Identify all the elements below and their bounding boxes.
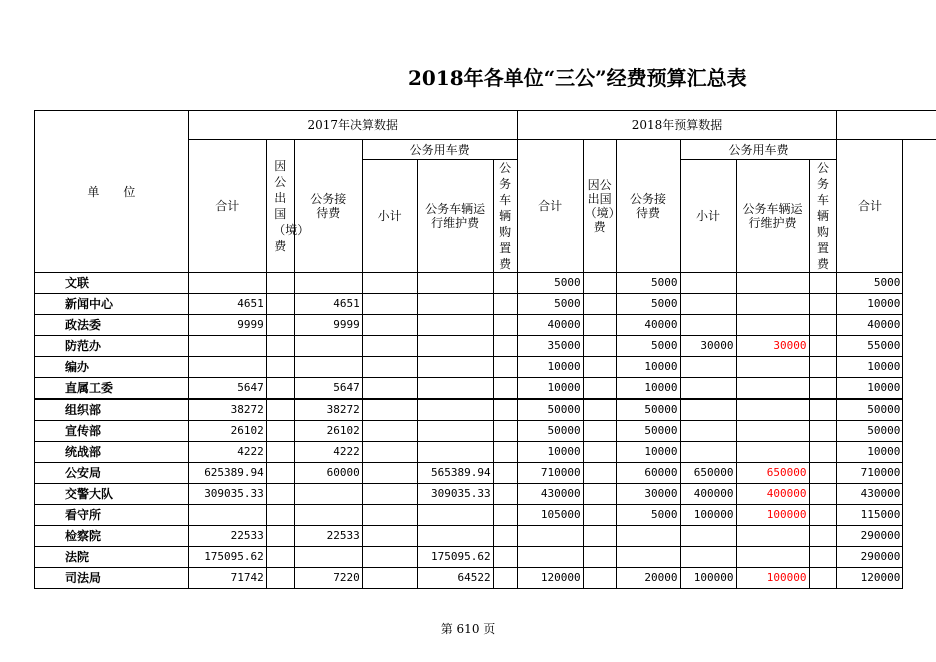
unit-name: 政法委 xyxy=(35,315,189,336)
cell-c2 xyxy=(266,421,294,442)
header-2018-subtotal: 小计 xyxy=(680,160,736,273)
cell-c3 xyxy=(294,484,362,505)
table-row xyxy=(35,463,936,484)
cell-c6 xyxy=(493,273,517,294)
cell-c3: 4651 xyxy=(294,294,362,315)
cell-c10 xyxy=(680,357,736,378)
cell-c8 xyxy=(583,273,616,294)
cell-c6 xyxy=(493,399,517,421)
cell-c12 xyxy=(809,568,837,589)
header-2017-total: 合计 xyxy=(188,140,266,273)
cell-c10 xyxy=(680,399,736,421)
cell-c13: 50000 xyxy=(837,399,903,421)
cell-c11: 400000 xyxy=(736,484,809,505)
table-row xyxy=(35,357,936,378)
cell-c9: 5000 xyxy=(616,273,680,294)
table-row xyxy=(35,568,936,589)
cell-c3: 60000 xyxy=(294,463,362,484)
cell-c13: 40000 xyxy=(837,315,903,336)
cell-c4 xyxy=(362,273,417,294)
cell-c8 xyxy=(583,315,616,336)
cell-c10 xyxy=(680,526,736,547)
cell-c3 xyxy=(294,357,362,378)
header-2017-car-maint xyxy=(417,160,493,273)
cell-c8 xyxy=(583,442,616,463)
cell-c2 xyxy=(266,505,294,526)
cell-c5 xyxy=(417,505,493,526)
cell-c6 xyxy=(493,357,517,378)
cell-c9: 5000 xyxy=(616,336,680,357)
cell-c6 xyxy=(493,463,517,484)
cell-c13: 290000 xyxy=(837,526,903,547)
cell-c10 xyxy=(680,421,736,442)
cell-c6 xyxy=(493,526,517,547)
cell-c9 xyxy=(616,547,680,568)
cell-blank xyxy=(903,442,936,463)
cell-c1: 4222 xyxy=(188,442,266,463)
cell-c5 xyxy=(417,378,493,400)
unit-name: 检察院 xyxy=(35,526,189,547)
cell-c7: 35000 xyxy=(517,336,583,357)
cell-c2 xyxy=(266,442,294,463)
cell-c1: 26102 xyxy=(188,421,266,442)
cell-c5: 565389.94 xyxy=(417,463,493,484)
header-2018-total: 合计 xyxy=(517,140,583,273)
cell-c4 xyxy=(362,526,417,547)
cell-c11 xyxy=(736,273,809,294)
cell-c7: 50000 xyxy=(517,399,583,421)
cell-c3: 9999 xyxy=(294,315,362,336)
cell-c13: 290000 xyxy=(837,547,903,568)
cell-c4 xyxy=(362,336,417,357)
unit-name: 交警大队 xyxy=(35,484,189,505)
cell-blank xyxy=(903,526,936,547)
cell-c7: 120000 xyxy=(517,568,583,589)
cell-blank xyxy=(903,547,936,568)
header-blank xyxy=(903,140,936,273)
cell-c9: 60000 xyxy=(616,463,680,484)
table-row xyxy=(35,378,936,400)
header-extra xyxy=(837,111,936,140)
cell-c11 xyxy=(736,442,809,463)
cell-c8 xyxy=(583,526,616,547)
cell-c7: 10000 xyxy=(517,442,583,463)
cell-c2 xyxy=(266,484,294,505)
cell-c12 xyxy=(809,463,837,484)
unit-name: 看守所 xyxy=(35,505,189,526)
cell-c1 xyxy=(188,505,266,526)
cell-c7: 50000 xyxy=(517,421,583,442)
cell-c7 xyxy=(517,547,583,568)
cell-c10: 400000 xyxy=(680,484,736,505)
cell-c11: 650000 xyxy=(736,463,809,484)
cell-c1 xyxy=(188,357,266,378)
cell-blank xyxy=(903,421,936,442)
cell-c11 xyxy=(736,378,809,400)
table-row xyxy=(35,484,936,505)
header-2018-abroad xyxy=(583,140,616,273)
cell-c11 xyxy=(736,421,809,442)
cell-c5: 64522 xyxy=(417,568,493,589)
cell-c1: 9999 xyxy=(188,315,266,336)
cell-c8 xyxy=(583,547,616,568)
cell-c4 xyxy=(362,399,417,421)
cell-c1: 625389.94 xyxy=(188,463,266,484)
cell-c6 xyxy=(493,294,517,315)
cell-c5 xyxy=(417,273,493,294)
table-row xyxy=(35,399,936,421)
cell-c5: 309035.33 xyxy=(417,484,493,505)
cell-c11: 100000 xyxy=(736,568,809,589)
unit-header: 单 位 xyxy=(35,111,189,273)
cell-c9: 10000 xyxy=(616,357,680,378)
cell-c2 xyxy=(266,315,294,336)
cell-c7: 105000 xyxy=(517,505,583,526)
cell-c11 xyxy=(736,547,809,568)
cell-c5 xyxy=(417,336,493,357)
cell-c7: 710000 xyxy=(517,463,583,484)
cell-c10: 650000 xyxy=(680,463,736,484)
cell-c4 xyxy=(362,505,417,526)
header-2017: 2017年决算数据 xyxy=(188,111,517,140)
header-2018-reception xyxy=(616,140,680,273)
cell-c5 xyxy=(417,294,493,315)
header-2017-subtotal: 小计 xyxy=(362,160,417,273)
header-2017-car: 公务用车费 xyxy=(362,140,517,160)
cell-c7: 5000 xyxy=(517,294,583,315)
cell-c11 xyxy=(736,399,809,421)
cell-c8 xyxy=(583,294,616,315)
unit-name: 法院 xyxy=(35,547,189,568)
header-2018-car-buy xyxy=(809,160,837,273)
cell-c13: 10000 xyxy=(837,378,903,400)
cell-c2 xyxy=(266,294,294,315)
cell-c9: 40000 xyxy=(616,315,680,336)
cell-c7: 10000 xyxy=(517,378,583,400)
cell-c11: 100000 xyxy=(736,505,809,526)
header-2017-abroad xyxy=(266,140,310,273)
cell-c6 xyxy=(493,442,517,463)
cell-c13: 430000 xyxy=(837,484,903,505)
cell-c1: 22533 xyxy=(188,526,266,547)
table-row xyxy=(35,273,936,294)
header-2017-reception xyxy=(294,140,362,273)
budget-table xyxy=(34,110,936,589)
cell-c12 xyxy=(809,273,837,294)
cell-c8 xyxy=(583,505,616,526)
cell-c2 xyxy=(266,526,294,547)
header-2018: 2018年预算数据 xyxy=(517,111,837,140)
cell-c6 xyxy=(493,484,517,505)
cell-blank xyxy=(903,357,936,378)
table-row xyxy=(35,526,936,547)
cell-c7: 40000 xyxy=(517,315,583,336)
header-2018-car-maint xyxy=(736,160,809,273)
cell-c12 xyxy=(809,399,837,421)
cell-c3: 38272 xyxy=(294,399,362,421)
table-row xyxy=(35,336,936,357)
cell-c4 xyxy=(362,378,417,400)
cell-c8 xyxy=(583,484,616,505)
unit-name: 编办 xyxy=(35,357,189,378)
cell-c1: 71742 xyxy=(188,568,266,589)
unit-name: 统战部 xyxy=(35,442,189,463)
cell-c8 xyxy=(583,421,616,442)
cell-c4 xyxy=(362,294,417,315)
cell-c11 xyxy=(736,526,809,547)
unit-name: 组织部 xyxy=(35,399,189,421)
unit-name: 直属工委 xyxy=(35,378,189,400)
cell-c1: 38272 xyxy=(188,399,266,421)
cell-c5 xyxy=(417,399,493,421)
table-row xyxy=(35,505,936,526)
cell-c12 xyxy=(809,442,837,463)
cell-blank xyxy=(903,463,936,484)
cell-c6 xyxy=(493,378,517,400)
cell-c3: 4222 xyxy=(294,442,362,463)
header-2017-abroad-label: 因公出国（境）费 xyxy=(273,159,310,253)
unit-name: 司法局 xyxy=(35,568,189,589)
cell-c9: 50000 xyxy=(616,421,680,442)
cell-c11 xyxy=(736,315,809,336)
cell-c5 xyxy=(417,442,493,463)
cell-c12 xyxy=(809,547,837,568)
cell-c3: 7220 xyxy=(294,568,362,589)
cell-c3 xyxy=(294,336,362,357)
cell-c6 xyxy=(493,568,517,589)
cell-c3 xyxy=(294,547,362,568)
cell-c13: 55000 xyxy=(837,336,903,357)
cell-c7: 430000 xyxy=(517,484,583,505)
cell-c1: 4651 xyxy=(188,294,266,315)
header-total3: 合计 xyxy=(837,140,903,273)
cell-c12 xyxy=(809,378,837,400)
cell-c13: 10000 xyxy=(837,442,903,463)
cell-c10: 100000 xyxy=(680,505,736,526)
cell-c4 xyxy=(362,315,417,336)
cell-c5 xyxy=(417,315,493,336)
cell-blank xyxy=(903,273,936,294)
cell-c3: 5647 xyxy=(294,378,362,400)
cell-c11 xyxy=(736,357,809,378)
cell-c2 xyxy=(266,378,294,400)
footer-page-number: 610 xyxy=(456,622,480,636)
cell-c9 xyxy=(616,526,680,547)
cell-blank xyxy=(903,294,936,315)
cell-blank xyxy=(903,399,936,421)
cell-c3: 22533 xyxy=(294,526,362,547)
cell-c5 xyxy=(417,357,493,378)
cell-c2 xyxy=(266,463,294,484)
header-2018-reception-label: 公务接待费 xyxy=(630,192,667,220)
cell-c11 xyxy=(736,294,809,315)
cell-c10 xyxy=(680,315,736,336)
page-title: 2018年各单位“三公”经费预算汇总表 xyxy=(408,66,747,90)
header-2018-car-maint-label: 公务车辆运行维护费 xyxy=(742,202,803,230)
cell-c1: 175095.62 xyxy=(188,547,266,568)
table-row xyxy=(35,294,936,315)
cell-c2 xyxy=(266,273,294,294)
cell-c10 xyxy=(680,378,736,400)
cell-c3 xyxy=(294,273,362,294)
cell-blank xyxy=(903,484,936,505)
cell-c10 xyxy=(680,547,736,568)
cell-c1 xyxy=(188,336,266,357)
cell-c6 xyxy=(493,315,517,336)
table-row xyxy=(35,315,936,336)
cell-c12 xyxy=(809,484,837,505)
cell-blank xyxy=(903,505,936,526)
cell-c4 xyxy=(362,421,417,442)
cell-c5 xyxy=(417,526,493,547)
cell-c6 xyxy=(493,547,517,568)
cell-c4 xyxy=(362,442,417,463)
cell-c4 xyxy=(362,463,417,484)
cell-blank xyxy=(903,568,936,589)
cell-c9: 30000 xyxy=(616,484,680,505)
cell-blank xyxy=(903,315,936,336)
cell-c13: 120000 xyxy=(837,568,903,589)
cell-c10 xyxy=(680,442,736,463)
table-row xyxy=(35,547,936,568)
cell-c7: 10000 xyxy=(517,357,583,378)
header-2017-car-buy xyxy=(493,160,517,273)
cell-c2 xyxy=(266,336,294,357)
cell-blank xyxy=(903,336,936,357)
cell-c8 xyxy=(583,357,616,378)
cell-c9: 50000 xyxy=(616,399,680,421)
cell-c12 xyxy=(809,357,837,378)
cell-c9: 5000 xyxy=(616,505,680,526)
header-2017-car-maint-label: 公务车辆运行维护费 xyxy=(425,202,486,230)
cell-c10 xyxy=(680,273,736,294)
cell-c6 xyxy=(493,336,517,357)
unit-name: 文联 xyxy=(35,273,189,294)
cell-c2 xyxy=(266,547,294,568)
cell-c8 xyxy=(583,399,616,421)
cell-c8 xyxy=(583,378,616,400)
cell-c4 xyxy=(362,547,417,568)
cell-c9: 10000 xyxy=(616,378,680,400)
cell-c13: 50000 xyxy=(837,421,903,442)
cell-c13: 115000 xyxy=(837,505,903,526)
cell-c2 xyxy=(266,357,294,378)
cell-c4 xyxy=(362,357,417,378)
cell-c3 xyxy=(294,505,362,526)
cell-c12 xyxy=(809,336,837,357)
cell-c5 xyxy=(417,421,493,442)
cell-c9: 20000 xyxy=(616,568,680,589)
page-footer xyxy=(0,620,936,637)
cell-c12 xyxy=(809,315,837,336)
unit-name: 公安局 xyxy=(35,463,189,484)
cell-c9: 5000 xyxy=(616,294,680,315)
cell-c10: 30000 xyxy=(680,336,736,357)
cell-c8 xyxy=(583,336,616,357)
header-2018-abroad-label: 因公出国（境）费 xyxy=(584,178,615,234)
unit-name: 防范办 xyxy=(35,336,189,357)
cell-c5: 175095.62 xyxy=(417,547,493,568)
table-body xyxy=(35,273,936,589)
cell-c4 xyxy=(362,484,417,505)
cell-c13: 710000 xyxy=(837,463,903,484)
table-row xyxy=(35,421,936,442)
cell-c1: 309035.33 xyxy=(188,484,266,505)
cell-c8 xyxy=(583,463,616,484)
cell-c6 xyxy=(493,505,517,526)
cell-c2 xyxy=(266,568,294,589)
cell-c1 xyxy=(188,273,266,294)
header-2017-reception-label: 公务接待费 xyxy=(310,192,347,220)
cell-c13: 10000 xyxy=(837,357,903,378)
cell-c1: 5647 xyxy=(188,378,266,400)
cell-c12 xyxy=(809,294,837,315)
cell-c12 xyxy=(809,505,837,526)
cell-c13: 5000 xyxy=(837,273,903,294)
cell-c7 xyxy=(517,526,583,547)
cell-blank xyxy=(903,378,936,400)
cell-c6 xyxy=(493,421,517,442)
cell-c13: 10000 xyxy=(837,294,903,315)
unit-name: 新闻中心 xyxy=(35,294,189,315)
cell-c9: 10000 xyxy=(616,442,680,463)
header-2017-car-buy-label: 公务车辆购置费 xyxy=(499,161,512,271)
footer-prefix: 第 xyxy=(440,622,453,636)
footer-suffix: 页 xyxy=(483,622,496,636)
header-2018-car: 公务用车费 xyxy=(680,140,837,160)
cell-c12 xyxy=(809,421,837,442)
cell-c12 xyxy=(809,526,837,547)
cell-c10: 100000 xyxy=(680,568,736,589)
header-2018-car-buy-label: 公务车辆购置费 xyxy=(816,161,829,271)
cell-c11: 30000 xyxy=(736,336,809,357)
cell-c8 xyxy=(583,568,616,589)
cell-c7: 5000 xyxy=(517,273,583,294)
cell-c10 xyxy=(680,294,736,315)
table-row xyxy=(35,442,936,463)
unit-name: 宣传部 xyxy=(35,421,189,442)
cell-c2 xyxy=(266,399,294,421)
cell-c3: 26102 xyxy=(294,421,362,442)
cell-c4 xyxy=(362,568,417,589)
